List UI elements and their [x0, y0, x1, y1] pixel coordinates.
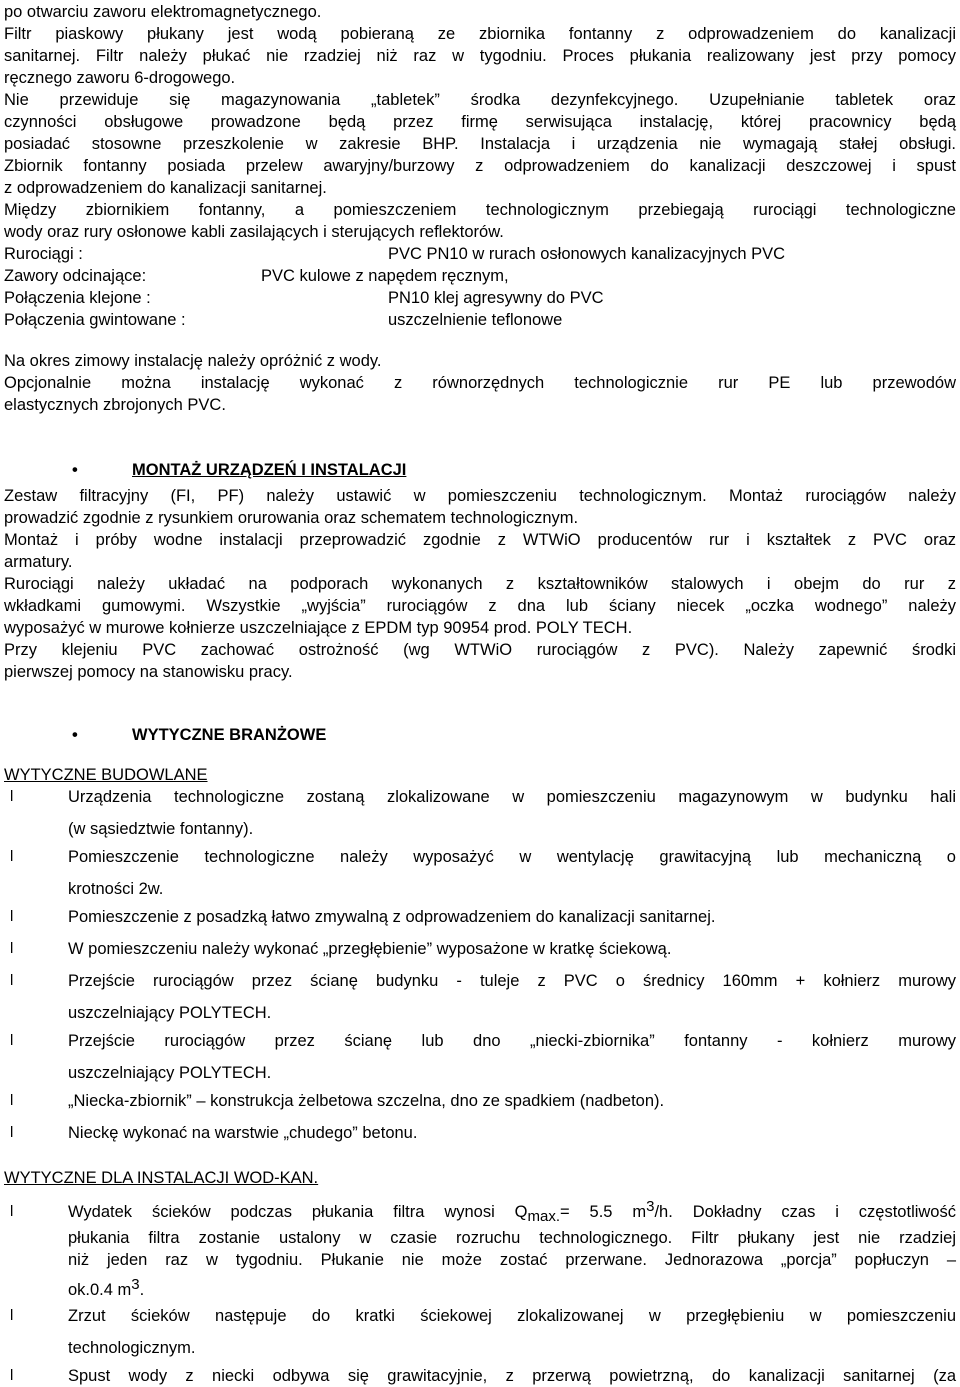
text-line: Spust wody z niecki odbywa się grawitacyjnie, z przerwą powietrzną, do kanalizacji sanitarnej (za	[68, 1367, 956, 1385]
text-line: płukania filtra zostanie ustalony w czasie rozruchu technologicznego. Filtr płukany jest nie rzadziej	[68, 1229, 956, 1247]
text-line: armatury.	[4, 553, 73, 571]
text-line: Pomieszczenie technologiczne należy wyposażyć w wentylację grawitacyjną lub mechaniczną o	[68, 848, 956, 866]
section-wodkan	[4, 1167, 956, 1387]
list-marker-icon: l	[10, 1032, 14, 1049]
text-line: Montaż i próby wodne instalacji przeprowadzić zgodnie z WTWiO producentów rur i kształtek z PVC oraz	[4, 531, 956, 549]
text-line: Przejście rurociągów przez ścianę budynku - tuleje z PVC o średnicy 160mm + kołnierz murowy	[68, 972, 956, 990]
spec-row	[4, 309, 956, 331]
list-marker-icon: l	[10, 908, 14, 925]
text-line: Nie przewiduje się magazynowania „tabletek” środka dezynfekcyjnego. Uzupełnianie tabletek oraz	[4, 91, 956, 109]
list-item	[4, 1030, 956, 1084]
text-line: Filtr piaskowy płukany jest wodą pobieraną ze zbiornika fontanny z odprowadzeniem do kanalizacji	[4, 25, 956, 43]
list-marker-icon: l	[10, 972, 14, 989]
subscript: max.	[527, 1208, 560, 1225]
spec-table	[4, 243, 956, 331]
text-line: sanitarnej. Filtr należy płukać nie rzadziej niż raz w tygodniu. Proces płukania realizowany jest przy pomocy	[4, 47, 956, 65]
list-item	[4, 938, 956, 960]
after-specs-text	[4, 350, 956, 416]
spec-value: PVC PN10 w rurach osłonowych kanalizacyjnych PVC	[388, 245, 786, 263]
subsection-title: WYTYCZNE DLA INSTALACJI WOD-KAN.	[4, 1169, 319, 1187]
text-line: Przejście rurociągów przez ścianę lub dno „niecki-zbiornika” fontanny - kołnierz murowy	[68, 1032, 956, 1050]
bullet-icon: •	[72, 726, 78, 744]
list-marker-icon: l	[10, 1092, 14, 1109]
list-item	[4, 1365, 956, 1387]
list-marker-icon: l	[10, 1367, 14, 1384]
list-marker-icon: l	[10, 1307, 14, 1324]
spec-value: uszczelnienie teflonowe	[388, 311, 563, 329]
text-line: W pomieszczeniu należy wykonać „przegłębienie” wyposażone w kratkę ściekową.	[68, 940, 672, 958]
text-line: Między zbiornikiem fontanny, a pomieszczeniem technologicznym przebiegają rurociągi technologiczne	[4, 201, 956, 219]
spec-key: Połączenia klejone :	[4, 289, 151, 307]
text-line: elastycznych zbrojonych PVC.	[4, 396, 226, 414]
list-item	[4, 1090, 956, 1112]
section-title: MONTAŻ URZĄDZEŃ I INSTALACJI	[132, 461, 407, 479]
spec-row	[4, 265, 956, 287]
text-line: wkładkami gumowymi. Wszystkie „wyjścia” rurociągów z dna lub ściany niecek „oczka wodnego” należy	[4, 597, 956, 615]
list-marker-icon: l	[10, 1203, 14, 1220]
text-line: Na okres zimowy instalację należy opróżnić z wody.	[4, 352, 382, 370]
text-line	[68, 1195, 956, 1223]
text-line: czynności obsługowe prowadzone będą przez firmę serwisująca instalację, której pracownicy będą	[4, 113, 956, 131]
list-item	[4, 1122, 956, 1144]
text-line: posiadać stosowne przeszkolenie w zakresie BHP. Instalacja i urządzenia nie wymagają stałej obsługi.	[4, 135, 956, 153]
text-line: pierwszej pomocy na stanowisku pracy.	[4, 663, 293, 681]
list-marker-icon: l	[10, 788, 14, 805]
spec-value: PN10 klej agresywny do PVC	[388, 289, 604, 307]
text-line: krotności 2w.	[68, 880, 164, 898]
list-budowlane	[4, 786, 956, 1144]
text-line: Nieckę wykonać na warstwie „chudego” betonu.	[68, 1124, 418, 1142]
text-segment: /h. Dokładny czas i częstotliwość	[654, 1203, 956, 1221]
text-line: Urządzenia technologiczne zostaną zlokalizowane w pomieszczeniu magazynowym w budynku hali	[68, 788, 956, 806]
section-heading	[4, 724, 956, 746]
list-marker-icon: l	[10, 848, 14, 865]
text-line: Rurociągi należy układać na podporach wykonanych z kształtowników stalowych i obejm do rur z	[4, 575, 956, 593]
text-line: uszczelniający POLYTECH.	[68, 1004, 272, 1022]
section-wytyczne	[4, 724, 956, 1144]
superscript: 3	[131, 1276, 140, 1293]
text-segment: = 5.5 m	[560, 1203, 647, 1221]
subsection-title: WYTYCZNE BUDOWLANE	[4, 766, 208, 784]
text-line: wyposażyć w murowe kołnierze uszczelniające z EPDM typ 90954 prod. POLY TECH.	[4, 619, 633, 637]
spec-key: Zawory odcinające:	[4, 267, 147, 285]
text-line: Opcjonalnie można instalację wykonać z równorzędnych technologicznie rur PE lub przewodów	[4, 374, 956, 392]
spec-row	[4, 287, 956, 309]
text-line: (w sąsiedztwie fontanny).	[68, 820, 254, 838]
text-line: Zbiornik fontanny posiada przelew awaryjny/burzowy z odprowadzeniem do kanalizacji deszczowej i spust	[4, 157, 956, 175]
spec-value: PVC kulowe z napędem ręcznym,	[261, 267, 509, 285]
text-line: Przy klejeniu PVC zachować ostrożność (wg WTWiO rurociągów z PVC). Należy zapewnić środki	[4, 641, 956, 659]
section-title: WYTYCZNE BRANŻOWE	[132, 726, 327, 744]
spec-key: Połączenia gwintowane :	[4, 311, 186, 329]
list-item	[4, 846, 956, 900]
text-segment: Wydatek ścieków podczas płukania filtra wynosi Q	[68, 1203, 528, 1221]
section-heading	[4, 459, 956, 481]
spec-row	[4, 243, 956, 265]
text-line	[68, 1276, 956, 1301]
text-line: niż jeden raz w tygodniu. Płukanie nie może zostać przerwane. Jednorazowa „porcja” popłuczyn –	[68, 1251, 956, 1269]
text-line: prowadzić zgodnie z rysunkiem orurowania oraz schematem technologicznym.	[4, 509, 579, 527]
text-line: uszczelniający POLYTECH.	[68, 1064, 272, 1082]
text-line: ręcznego zaworu 6-drogowego.	[4, 69, 236, 87]
spec-key: Rurociągi :	[4, 245, 83, 263]
bullet-icon: •	[72, 461, 78, 479]
list-marker-icon: l	[10, 940, 14, 957]
intro-text	[4, 1, 956, 331]
text-segment: .	[139, 1281, 145, 1299]
section-montaz	[4, 459, 956, 683]
text-line: wody oraz rury osłonowe kabli zasilających i sterujących reflektorów.	[4, 223, 504, 241]
superscript: 3	[646, 1198, 655, 1215]
text-line: Zrzut ścieków następuje do kratki ściekowej zlokalizowanej w przegłębieniu w pomieszczeniu	[68, 1307, 956, 1325]
text-line: „Niecka-zbiornik” – konstrukcja żelbetowa szczelna, dno ze spadkiem (nadbeton).	[68, 1092, 665, 1110]
text-line: Zestaw filtracyjny (FI, PF) należy ustawić w pomieszczeniu technologicznym. Montaż rurociągów należy	[4, 487, 956, 505]
text-segment: ok.0.4 m	[68, 1281, 132, 1299]
text-line: z odprowadzeniem do kanalizacji sanitarnej.	[4, 179, 327, 197]
list-marker-icon: l	[10, 1124, 14, 1141]
text-line: Pomieszczenie z posadzką łatwo zmywalną z odprowadzeniem do kanalizacji sanitarnej.	[68, 908, 716, 926]
text-line: po otwarciu zaworu elektromagnetycznego.	[4, 3, 322, 21]
list-item	[4, 1195, 956, 1301]
list-item	[4, 970, 956, 1024]
list-item	[4, 906, 956, 928]
list-item	[4, 786, 956, 840]
list-item	[4, 1305, 956, 1359]
text-line: technologicznym.	[68, 1339, 196, 1357]
